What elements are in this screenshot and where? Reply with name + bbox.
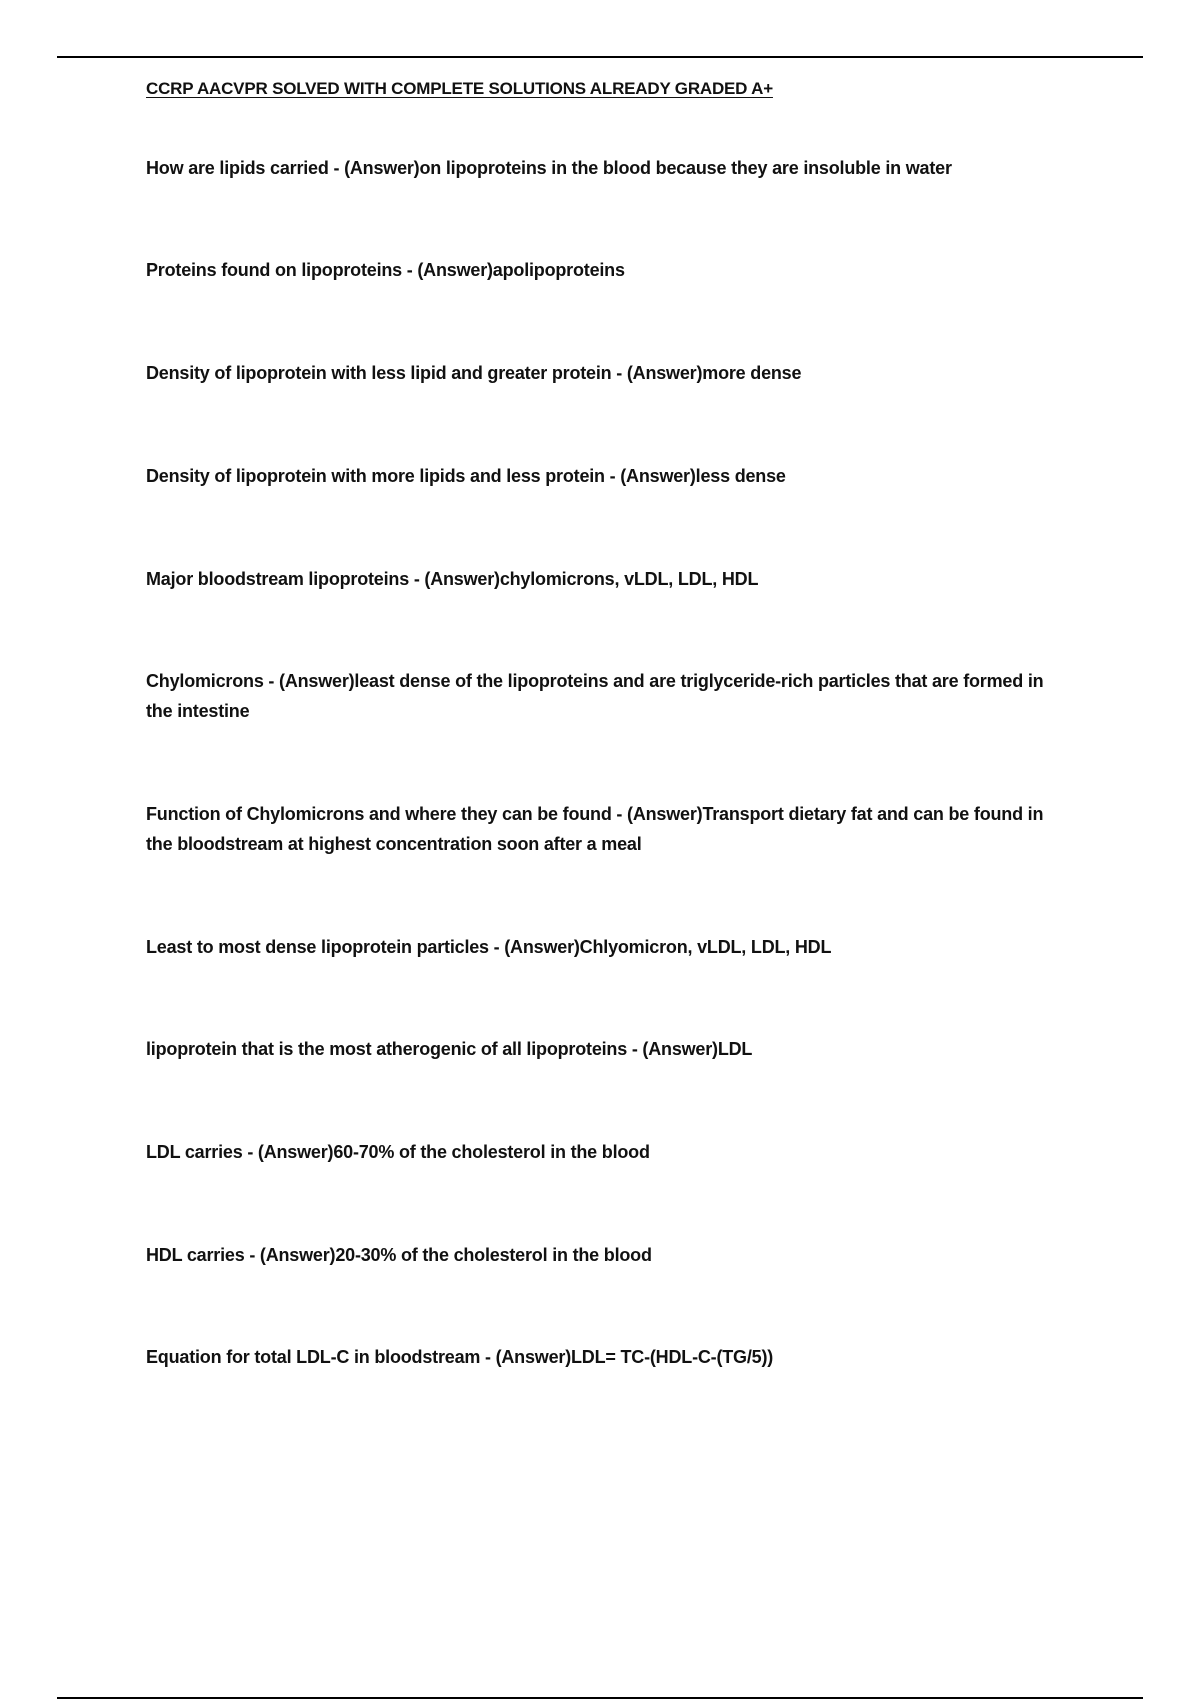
qa-item-4: Density of lipoprotein with more lipids and less protein - (Answer)less dense <box>146 466 786 486</box>
qa-item-8: Least to most dense lipoprotein particles - (Answer)Chlyomicron, vLDL, LDL, HDL <box>146 937 832 957</box>
qa-item-11: HDL carries - (Answer)20-30% of the cholesterol in the blood <box>146 1245 652 1265</box>
qa-item-9: lipoprotein that is the most atherogenic of all lipoproteins - (Answer)LDL <box>146 1039 753 1059</box>
top-rule <box>57 56 1143 58</box>
bottom-rule <box>57 1697 1143 1699</box>
document-title: CCRP AACVPR SOLVED WITH COMPLETE SOLUTIONS ALREADY GRADED A+ <box>146 79 773 98</box>
qa-item-3: Density of lipoprotein with less lipid and greater protein - (Answer)more dense <box>146 363 802 383</box>
qa-item-7: Function of Chylomicrons and where they can be found - (Answer)Transport dietary fat and can be found in the bloodstream at highest concentration soon after a meal <box>146 804 1044 854</box>
qa-item-6: Chylomicrons - (Answer)least dense of the lipoproteins and are triglyceride-rich particles that are formed in the intestine <box>146 671 1044 721</box>
qa-item-12: Equation for total LDL-C in bloodstream - (Answer)LDL= TC-(HDL-C-(TG/5)) <box>146 1347 774 1367</box>
qa-item-10: LDL carries - (Answer)60-70% of the cholesterol in the blood <box>146 1142 650 1162</box>
qa-item-1: How are lipids carried - (Answer)on lipoproteins in the blood because they are insoluble in water <box>146 158 952 178</box>
qa-item-5: Major bloodstream lipoproteins - (Answer)chylomicrons, vLDL, LDL, HDL <box>146 569 759 589</box>
qa-item-2: Proteins found on lipoproteins - (Answer)apolipoproteins <box>146 260 625 280</box>
